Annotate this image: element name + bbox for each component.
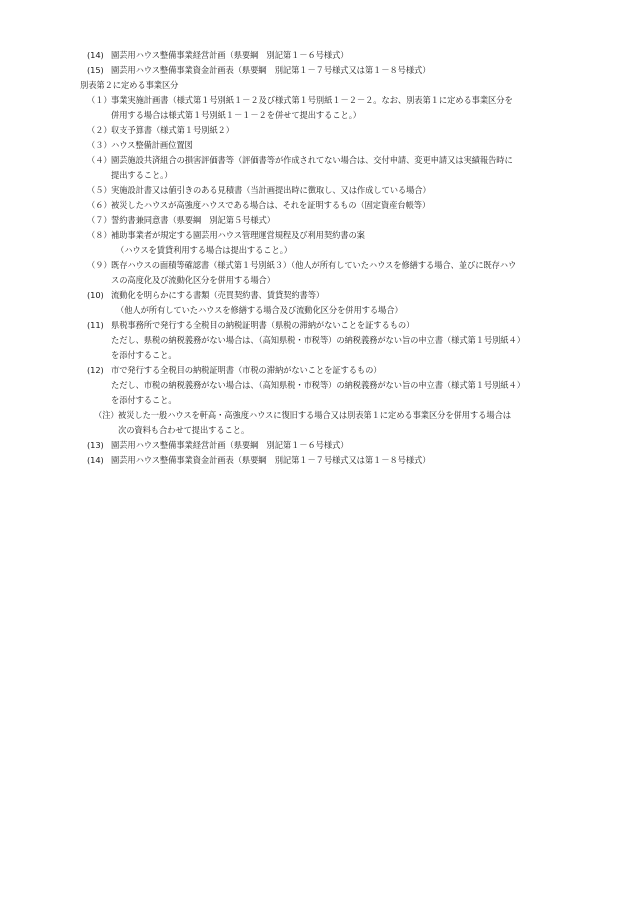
- item-continuation: を添付すること。: [111, 350, 177, 360]
- item-text: 既存ハウスの面積等確認書（様式第１号別紙３）（他人が所有していたハウスを修繕する場合、並びに既存ハウ: [111, 260, 517, 270]
- item-number: (13): [87, 440, 104, 450]
- item-number: （４）: [87, 155, 112, 165]
- note-continuation: 次の資料も合わせて提出すること。: [118, 425, 250, 435]
- list-item-2: [80, 123, 560, 138]
- item-continuation: 併用する場合は様式第１号別紙１－１－２を併せて提出すること。）: [111, 110, 361, 120]
- item-text: 実施設計書又は値引きのある見積書（当計画提出時に徴取し、又は作成している場合）: [111, 185, 431, 195]
- item-number: （８）: [87, 230, 112, 240]
- item-continuation: スの高度化及び流動化区分を併用する場合）: [111, 275, 275, 285]
- item-number: (12): [87, 365, 104, 375]
- item-continuation: を添付すること。: [111, 395, 177, 405]
- note-item: [80, 408, 560, 423]
- item-continuation: ただし、市税の納税義務がない場合は、（高知県税・市税等）の納税義務がない旨の申立書（様式第１号別紙４）: [111, 380, 525, 390]
- item-text: 園芸用ハウス整備事業資金計画表（県要綱 別記第１－７号様式又は第１－８号様式）: [111, 65, 431, 75]
- list-item-5: [80, 183, 560, 198]
- item-continuation: ただし、県税の納税義務がない場合は、（高知県税・市税等）の納税義務がない旨の申立書（様式第１号別紙４）: [111, 335, 525, 345]
- item-text: 園芸用ハウス整備事業資金計画表（県要綱 別記第１－７号様式又は第１－８号様式）: [111, 455, 431, 465]
- item-continuation: （他人が所有していたハウスを修繕する場合及び流動化区分を併用する場合）: [116, 305, 403, 315]
- note-mark: （注）: [94, 410, 119, 420]
- list-item-3: [80, 138, 560, 153]
- list-item-14-b: [80, 453, 560, 468]
- list-item-1: [80, 93, 560, 108]
- item-text: 園芸施設共済組合の損害評価書等（評価書等が作成されてない場合は、交付申請、変更申請又は実績報告時に: [111, 155, 513, 165]
- item-number: （３）: [87, 140, 112, 150]
- item-text: 誓約書兼同意書（県要綱 別記第５号様式）: [111, 215, 275, 225]
- item-number: (15): [87, 65, 104, 75]
- item-text: 園芸用ハウス整備事業経営計画（県要綱 別記第１－６号様式）: [111, 50, 349, 60]
- item-continuation: 提出すること。）: [111, 170, 173, 180]
- item-number: （７）: [87, 215, 112, 225]
- item-text: 県税事務所で発行する全税目の納税証明書（県税の滞納がないことを証するもの）: [111, 320, 415, 330]
- item-number: （６）: [87, 200, 112, 210]
- item-text: 流動化を明らかにする書類（売買契約書、賃貸契約書等）: [111, 290, 325, 300]
- list-item-11: [80, 318, 560, 333]
- list-item-12: [80, 363, 560, 378]
- item-continuation: （ハウスを賃貸利用する場合は提出すること。）: [116, 245, 292, 255]
- item-number: (14): [87, 455, 104, 465]
- list-item-10: [80, 288, 560, 303]
- item-number: （５）: [87, 185, 112, 195]
- list-item-9: [80, 258, 560, 273]
- item-text: 園芸用ハウス整備事業経営計画（県要綱 別記第１－６号様式）: [111, 440, 349, 450]
- list-item-4: [80, 153, 560, 168]
- item-number: (14): [87, 50, 104, 60]
- item-text: ハウス整備計画位置図: [111, 140, 193, 150]
- list-item-13: [80, 438, 560, 453]
- item-text: 補助事業者が規定する園芸用ハウス管理運営規程及び利用契約書の案: [111, 230, 365, 240]
- note-text: 被災した一般ハウスを軒高・高強度ハウスに復旧する場合又は別表第１に定める事業区分を併用する場合は: [118, 410, 511, 420]
- item-number: （２）: [87, 125, 112, 135]
- list-item-6: [80, 198, 560, 213]
- section-heading: 別表第２に定める事業区分: [80, 80, 179, 90]
- item-text: 市で発行する全税目の納税証明書（市税の滞納がないことを証するもの）: [111, 365, 382, 375]
- list-item-8: [80, 228, 560, 243]
- list-item-7: [80, 213, 560, 228]
- document-body: [80, 48, 560, 468]
- list-item-15: [80, 63, 560, 78]
- item-number: (10): [87, 290, 104, 300]
- item-text: 被災したハウスが高強度ハウスである場合は、それを証明するもの（固定資産台帳等）: [111, 200, 431, 210]
- item-number: （１）: [87, 95, 112, 105]
- item-text: 事業実施計画書（様式第１号別紙１－２及び様式第１号別紙１－２－２。なお、別表第１に定める事業区分を: [111, 95, 513, 105]
- list-item-14: [80, 48, 560, 63]
- item-number: (11): [87, 320, 104, 330]
- item-number: （９）: [87, 260, 112, 270]
- item-text: 収支予算書（様式第１号別紙２）: [111, 125, 234, 135]
